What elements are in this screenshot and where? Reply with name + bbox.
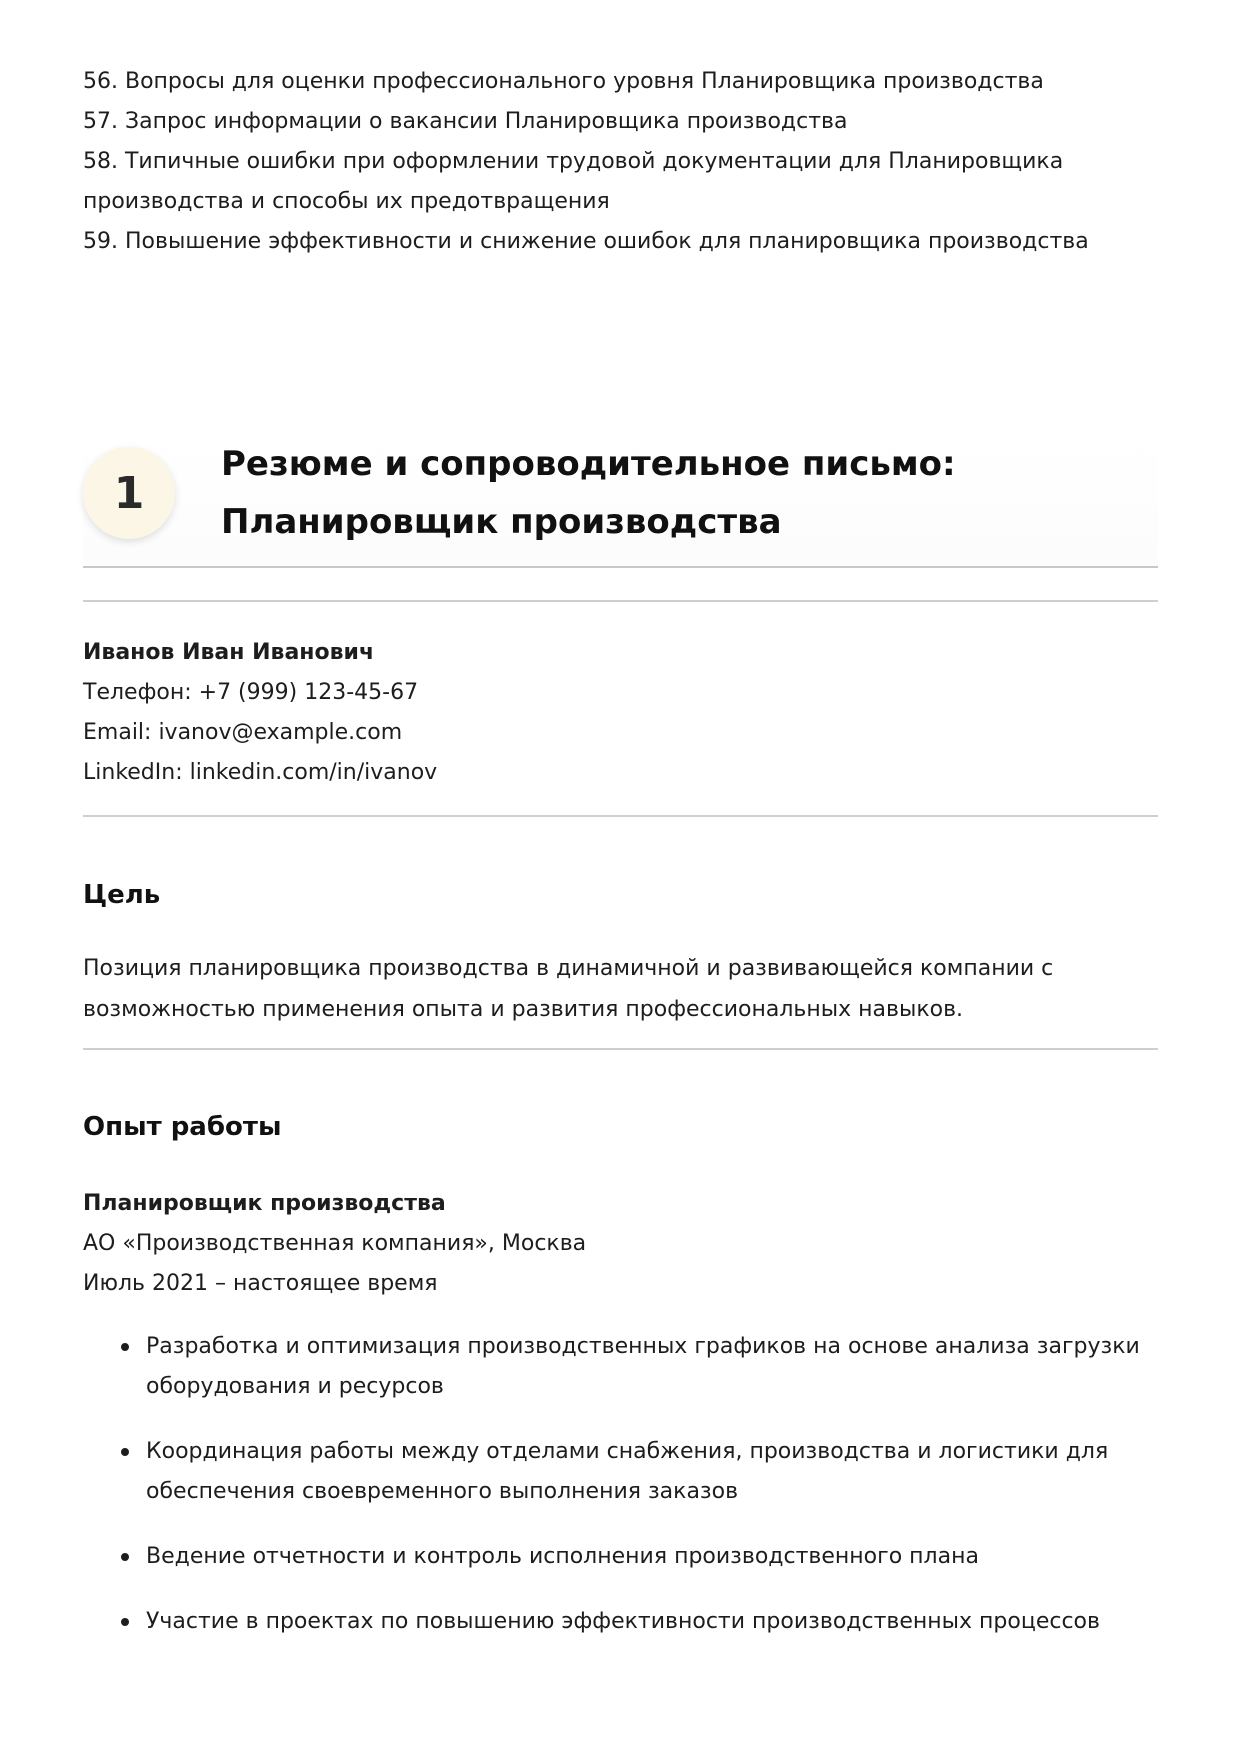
job-period: Июль 2021 – настоящее время: [83, 1271, 438, 1296]
table-of-contents: [83, 62, 1158, 262]
toc-item[interactable]: 59. Повышение эффективности и снижение ошибок для планировщика производства: [83, 229, 1089, 254]
job-title: Планировщик производства: [83, 1191, 446, 1216]
bullet-icon: [121, 1448, 129, 1456]
bullet-icon: [121, 1618, 129, 1626]
list-item: [83, 1537, 1158, 1577]
divider: [83, 815, 1158, 817]
list-item: [83, 1432, 1158, 1512]
job-company: АО «Производственная компания», Москва: [83, 1231, 587, 1256]
list-item: [83, 1327, 1158, 1407]
list-item-text: Координация работы между отделами снабжения, производства и логистики для обеспечения своевременного выполнения заказов: [146, 1439, 1109, 1504]
chapter-title: [221, 435, 1151, 551]
divider: [83, 600, 1158, 602]
toc-item[interactable]: 57. Запрос информации о вакансии Планировщика производства: [83, 109, 848, 134]
chapter-title-line: Резюме и сопроводительное письмо:: [221, 444, 956, 484]
list-item-text: Ведение отчетности и контроль исполнения производственного плана: [146, 1544, 979, 1569]
objective-text: Позиция планировщика производства в динамичной и развивающейся компании с возможностью применения опыта и развития профессиональных навыков.: [83, 956, 1054, 1022]
contact-block: [83, 633, 437, 793]
contact-email: Email: ivanov@example.com: [83, 720, 403, 745]
chapter-title-line: Планировщик производства: [221, 502, 782, 542]
list-item: [83, 1602, 1158, 1642]
job-entry: [83, 1184, 586, 1304]
contact-phone: Телефон: +7 (999) 123-45-67: [83, 680, 419, 705]
chapter-header: [83, 435, 1158, 568]
contact-linkedin: LinkedIn: linkedin.com/in/ivanov: [83, 760, 438, 785]
objective-heading: Цель: [83, 880, 161, 910]
candidate-name: Иванов Иван Иванович: [83, 640, 375, 665]
bullet-icon: [121, 1553, 129, 1561]
bullet-icon: [121, 1343, 129, 1351]
divider: [83, 1048, 1158, 1050]
toc-item[interactable]: 58. Типичные ошибки при оформлении трудовой документации для Планировщика производства и способы их предотвращения: [83, 149, 1064, 214]
list-item-text: Разработка и оптимизация производственных графиков на основе анализа загрузки оборудования и ресурсов: [146, 1334, 1140, 1399]
experience-heading: Опыт работы: [83, 1112, 282, 1142]
responsibilities-list: [83, 1327, 1158, 1667]
chapter-number-badge: 1: [83, 447, 175, 539]
list-item-text: Участие в проектах по повышению эффективности производственных процессов: [146, 1609, 1100, 1634]
toc-item[interactable]: 56. Вопросы для оценки профессионального уровня Планировщика производства: [83, 69, 1044, 94]
